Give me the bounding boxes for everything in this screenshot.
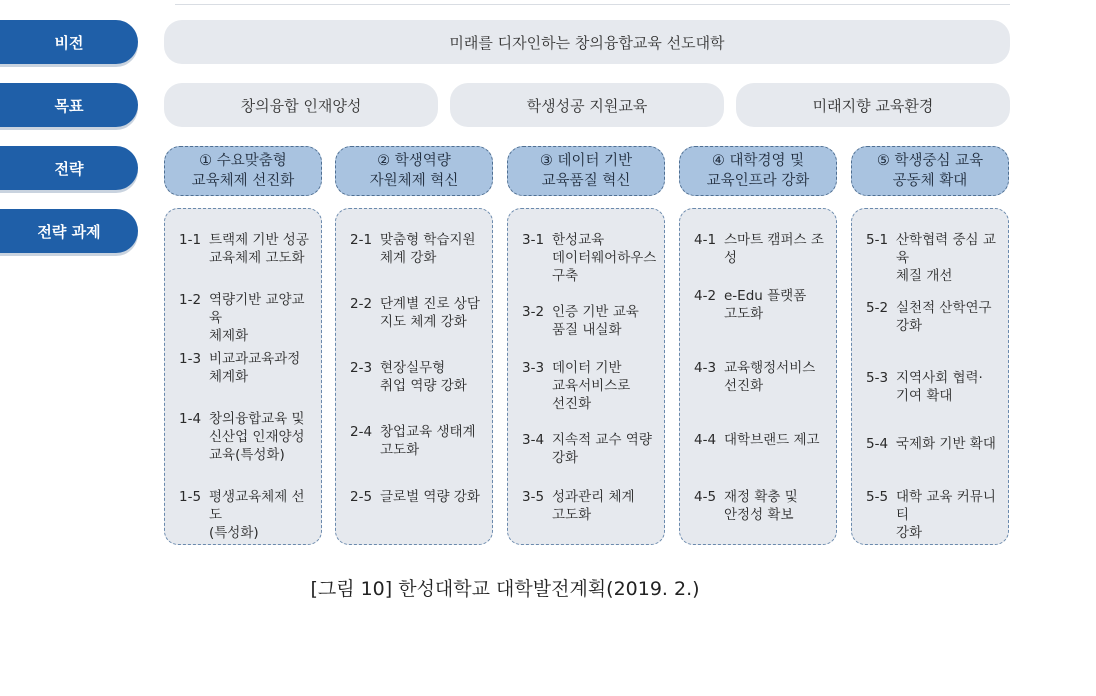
task-text-line: 창업교육 생태계 xyxy=(380,424,476,440)
task-text xyxy=(724,287,830,323)
figure-caption: [그림 10] 한성대학교 대학발전계획(2019. 2.) xyxy=(310,578,700,600)
task-item xyxy=(694,431,830,449)
task-text-line: 강화 xyxy=(896,525,923,541)
goal-box-2: 학생성공 지원교육 xyxy=(450,83,724,127)
task-text xyxy=(724,488,830,524)
task-text xyxy=(209,350,315,386)
task-text-line: 역량기반 교양교육 xyxy=(209,292,305,326)
task-text-line: 교육체제 고도화 xyxy=(209,250,305,266)
task-text xyxy=(209,410,315,464)
strategy-box-3 xyxy=(507,146,665,196)
task-text xyxy=(552,488,658,524)
task-text-line: 창의융합교육 및 xyxy=(209,411,305,427)
task-text-line: 고도화 xyxy=(724,306,764,322)
task-text xyxy=(380,423,486,459)
task-item xyxy=(350,231,486,267)
task-text-line: 성과관리 체계 xyxy=(552,489,635,505)
strategy-box-4 xyxy=(679,146,837,196)
task-text-line: 강화 xyxy=(552,450,579,466)
task-item xyxy=(694,488,830,524)
task-text-line: 스마트 캠퍼스 조성 xyxy=(724,232,824,266)
task-item xyxy=(350,359,486,395)
task-text xyxy=(724,231,830,267)
task-text-line: 재정 확충 및 xyxy=(724,489,798,505)
task-number: 1-3 xyxy=(179,351,202,367)
task-box-1 xyxy=(164,208,322,545)
task-text xyxy=(380,359,486,395)
task-text-line: 체계 강화 xyxy=(380,250,437,266)
task-number: 2-2 xyxy=(350,296,373,312)
task-number: 5-3 xyxy=(866,370,889,386)
task-item xyxy=(179,488,315,542)
task-text-line: (특성화) xyxy=(209,525,259,541)
task-text xyxy=(724,359,830,395)
task-text-line: 인증 기반 교육 xyxy=(552,304,639,320)
task-text-line: 품질 내실화 xyxy=(552,322,622,338)
strategy-title-line: ② 학생역량 xyxy=(377,153,451,169)
tasks-label: 전략 과제 xyxy=(0,209,138,253)
task-text-line: 신산업 인재양성 xyxy=(209,429,305,445)
task-text-line: 기여 확대 xyxy=(896,388,953,404)
goal-box-1: 창의융합 인재양성 xyxy=(164,83,438,127)
strategy-box-1 xyxy=(164,146,322,196)
goal-label: 목표 xyxy=(0,83,138,127)
task-item xyxy=(522,231,658,285)
task-text-line: 국제화 기반 확대 xyxy=(896,436,996,452)
task-text-line: 취업 역량 강화 xyxy=(380,378,467,394)
strategy-title-line: ④ 대학경영 및 xyxy=(711,153,805,169)
task-text xyxy=(380,295,486,331)
strategy-title-line: ⑤ 학생중심 교육 xyxy=(876,153,984,169)
strategy-title-line: 교육품질 혁신 xyxy=(541,173,631,189)
strategy-box-5 xyxy=(851,146,1009,196)
task-number: 2-1 xyxy=(350,232,373,248)
task-item xyxy=(350,488,486,506)
task-item xyxy=(179,350,315,386)
task-number: 3-5 xyxy=(522,489,545,505)
task-text-line: 단계별 진로 상담 xyxy=(380,296,480,312)
task-text xyxy=(209,231,315,267)
task-text-line: 지역사회 협력· xyxy=(896,370,983,386)
task-text-line: 선진화 xyxy=(552,396,592,412)
task-item xyxy=(522,359,658,413)
task-text-line: 구축 xyxy=(552,268,579,284)
task-number: 2-5 xyxy=(350,489,373,505)
task-number: 4-4 xyxy=(694,432,717,448)
task-number: 4-3 xyxy=(694,360,717,376)
task-item xyxy=(866,369,1002,405)
task-number: 5-5 xyxy=(866,489,889,505)
task-number: 4-1 xyxy=(694,232,717,248)
task-number: 1-1 xyxy=(179,232,202,248)
task-text xyxy=(380,488,486,506)
task-box-2 xyxy=(335,208,493,545)
task-box-4 xyxy=(679,208,837,545)
task-item xyxy=(522,303,658,339)
task-number: 4-2 xyxy=(694,288,717,304)
task-text xyxy=(209,291,315,345)
strategy-title-line: ① 수요맞춤형 xyxy=(199,153,287,169)
task-text-line: 현장실무형 xyxy=(380,360,446,376)
task-text xyxy=(896,231,1002,285)
task-text-line: 선진화 xyxy=(724,378,764,394)
goal-box-3: 미래지향 교육환경 xyxy=(736,83,1010,127)
task-text-line: 고도화 xyxy=(552,507,592,523)
task-text-line: 글로벌 역량 강화 xyxy=(380,489,480,505)
task-text-line: 교육행정서비스 xyxy=(724,360,816,376)
strategy-box-2 xyxy=(335,146,493,196)
task-box-5 xyxy=(851,208,1009,545)
task-number: 2-3 xyxy=(350,360,373,376)
task-number: 3-2 xyxy=(522,304,545,320)
top-divider xyxy=(175,0,1010,5)
task-item xyxy=(694,287,830,323)
task-text-line: 교육(특성화) xyxy=(209,447,285,463)
task-item xyxy=(866,231,1002,285)
task-text xyxy=(552,231,658,285)
task-text-line: 교육서비스로 xyxy=(552,378,631,394)
strategy-title-line: ③ 데이터 기반 xyxy=(539,153,633,169)
task-box-3 xyxy=(507,208,665,545)
task-text-line: 한성교육 xyxy=(552,232,605,248)
task-item xyxy=(866,299,1002,335)
task-text xyxy=(552,431,658,467)
task-text-line: 산학협력 중심 교육 xyxy=(896,232,996,266)
task-text-line: 비교과교육과정 xyxy=(209,351,301,367)
task-number: 1-5 xyxy=(179,489,202,505)
task-number: 2-4 xyxy=(350,424,373,440)
task-text-line: 지속적 교수 역량 xyxy=(552,432,652,448)
strategy-title-line: 자원체제 혁신 xyxy=(369,173,459,189)
task-item xyxy=(694,359,830,395)
vision-box: 미래를 디자인하는 창의융합교육 선도대학 xyxy=(164,20,1010,64)
task-item xyxy=(522,488,658,524)
strategy-label: 전략 xyxy=(0,146,138,190)
task-number: 3-3 xyxy=(522,360,545,376)
task-item xyxy=(179,410,315,464)
task-text xyxy=(896,369,1002,405)
vision-label: 비전 xyxy=(0,20,138,64)
task-number: 1-4 xyxy=(179,411,202,427)
task-number: 1-2 xyxy=(179,292,202,308)
task-number: 5-1 xyxy=(866,232,889,248)
task-text-line: 지도 체계 강화 xyxy=(380,314,467,330)
task-number: 3-4 xyxy=(522,432,545,448)
strategy-title-line: 교육체제 선진화 xyxy=(191,173,295,189)
task-text-line: 평생교육체제 선도 xyxy=(209,489,305,523)
task-text-line: 체계화 xyxy=(209,369,249,385)
task-text xyxy=(380,231,486,267)
task-text-line: 실천적 산학연구 xyxy=(896,300,992,316)
task-number: 5-4 xyxy=(866,436,889,452)
task-text-line: 데이터 기반 xyxy=(552,360,622,376)
task-text-line: 대학 교육 커뮤니티 xyxy=(896,489,996,523)
task-text-line: 고도화 xyxy=(380,442,420,458)
task-text-line: 강화 xyxy=(896,318,923,334)
task-item xyxy=(350,423,486,459)
strategy-title-line: 공동체 확대 xyxy=(892,173,968,189)
task-number: 5-2 xyxy=(866,300,889,316)
task-number: 3-1 xyxy=(522,232,545,248)
task-text xyxy=(896,435,1002,453)
task-text-line: 대학브랜드 제고 xyxy=(724,432,820,448)
task-item xyxy=(179,231,315,267)
task-item xyxy=(522,431,658,467)
task-text-line: e-Edu 플랫폼 xyxy=(724,288,807,304)
task-item xyxy=(866,435,1002,453)
task-item xyxy=(179,291,315,345)
task-text-line: 안정성 확보 xyxy=(724,507,794,523)
task-number: 4-5 xyxy=(694,489,717,505)
task-text-line: 맞춤형 학습지원 xyxy=(380,232,476,248)
task-text xyxy=(552,303,658,339)
task-item xyxy=(866,488,1002,542)
task-text-line: 데이터웨어하우스 xyxy=(552,250,657,266)
strategy-title-line: 교육인프라 강화 xyxy=(706,173,810,189)
task-item xyxy=(694,231,830,267)
task-text-line: 체질 개선 xyxy=(896,268,953,284)
task-text xyxy=(896,488,1002,542)
task-text-line: 체제화 xyxy=(209,328,249,344)
task-text xyxy=(552,359,658,413)
task-text xyxy=(896,299,1002,335)
task-item xyxy=(350,295,486,331)
task-text xyxy=(209,488,315,542)
task-text xyxy=(724,431,830,449)
task-text-line: 트랙제 기반 성공 xyxy=(209,232,309,248)
